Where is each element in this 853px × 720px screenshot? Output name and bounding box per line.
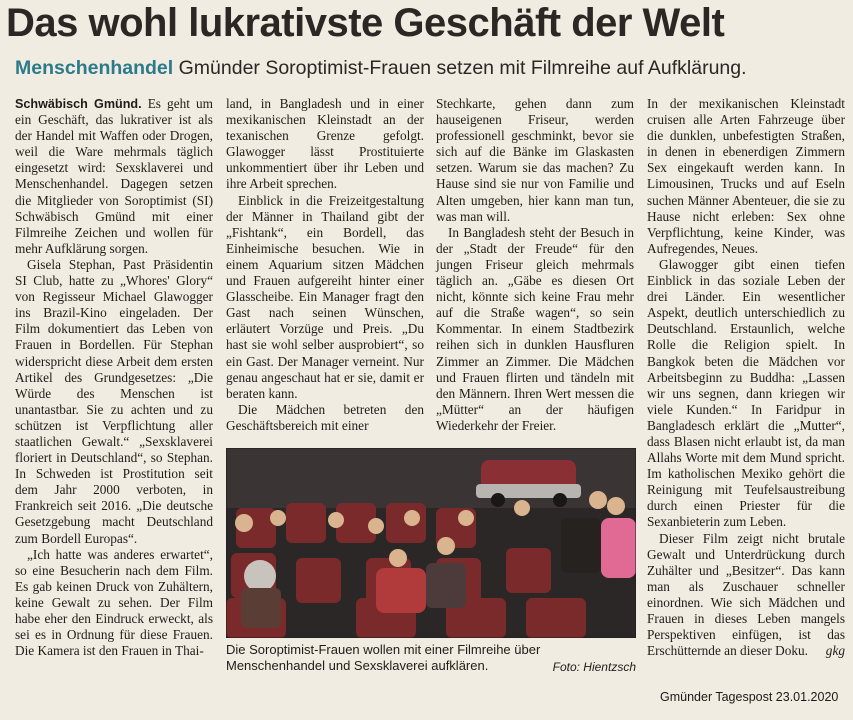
paragraph: Glawogger gibt einen tiefen Einblick in das soziale Leben der drei Länder. Ein wesentlicher Aspekt, deutlich unterschiedlich zu Deutschland. Erstaunlich, welche Rolle die Religion spielt. In Bangkok beten die Mädchen vor Arbeitsbeginn zu Buddha: „Lassen wir uns segnen, dann kriegen wir viele Kunden.“ In Faridpur in Bangladesch erklärt die „Mutter“, dass Blasen nicht erlaubt ist, da man Allahs Worte mit dem Mund spricht. Im katholischen Mexiko gehört die Reinigung mit Teufelsaustreibung durch einen Priester für die Sexanbieterin zum Leben. xyxy=(647,256,845,530)
paragraph xyxy=(15,96,213,257)
photo-credit: Foto: Hientzsch xyxy=(552,660,636,674)
subheadline: Gmünder Soroptimist-Frauen setzen mit Filmreihe auf Aufklärung. xyxy=(178,57,747,79)
paragraph: „Ich hatte was anderes erwartet“, so eine Besucherin nach dem Film. Es gab keinen Druck von Zuhältern, keine Gewalt zu sehen. Der Film habe eher den Eindruck erweckt, als sei es in Ordnung für diese Frauen. Die Kamera ist den Frauen in Thai- xyxy=(15,546,213,659)
dateline: Schwäbisch Gmünd. xyxy=(15,97,142,111)
paragraph: Einblick in die Freizeitgestaltung der Männer in Thailand gibt der „Fishtank“, ein Bordell, das Einheimische besuchen. Wie in einem Aquarium sitzen Mädchen und Frauen aufgereiht hinter einer Glasscheibe. Ein Manager fragt den Gast nach seinen Wünschen, erläutert Vorzüge und Preis. „Du hast sie wohl selber ausprobiert“, so ein Gast. Der Manager verneint. Nur genau angeschaut hat er sie, damit er beraten kann. xyxy=(226,192,424,401)
paragraph xyxy=(647,531,845,660)
kicker: Menschenhandel xyxy=(15,57,174,79)
cinema-audience-image xyxy=(226,448,636,638)
subheadline-line xyxy=(15,56,747,80)
article-column-2 xyxy=(226,96,424,436)
article-column-1 xyxy=(15,96,213,706)
photo-caption: Die Soroptimist-Frauen wollen mit einer Filmreihe über Menschenhandel und Sexsklaverei aufklären. xyxy=(226,642,541,673)
article-column-4 xyxy=(647,96,845,706)
paragraph: Gisela Stephan, Past Präsidentin SI Club, hatte zu „Whores' Glory“ von Regisseur Michael Glawogger ins Brazil-Kino eingeladen. Der Film dokumentiert das Leben von Frauen in Bordellen. Für Stephan widerspricht diese Arbeit dem ersten Artikel des Grundgesetzes: „Die Würde des Menschen ist unantastbar. Sie zu achten und zu schützen ist Verpflichtung aller staatlichen Gewalt.“ „Sexsklaverei floriert in Deutschland“, so Stephan. In Schweden ist Prostitution seit dem Jahr 2000 verboten, in Frankreich seit 2016. „Die deutsche Gesetzgebung macht Deutschland zum Bordell Europas“. xyxy=(15,256,213,546)
paragraph: In der mexikanischen Kleinstadt cruisen alle Arten Fahrzeuge über die dunklen, unbefestigten Straßen, in denen in ebenerdigen Zimmern Sex eingekauft werden kann. In Limousinen, Trucks und auf Eseln suchen Männer Abenteuer, die sie zu Hause nicht erleben: Sex ohne Verpflichtung, keine Kinder, was Aufregendes, Neues. xyxy=(647,96,845,256)
article-column-3 xyxy=(436,96,634,436)
paragraph: land, in Bangladesh und in einer mexikanischen Kleinstadt an der texanischen Grenze gefolgt. Glawogger lässt Prostituierte unkommentiert über ihr Leben und ihre Arbeit sprechen. xyxy=(226,96,424,192)
paragraph-text: Dieser Film zeigt nicht brutale Gewalt und Unterdrückung durch Zuhälter und „Besitzer“. Das kann man als Zuschauer schneller einordnen. Wie sich Mädchen und Frauen in dieses Leben mangels Perspektiven einfügen, ist das Erschütternde an dieser Doku. xyxy=(647,530,845,659)
paragraph: In Bangladesh steht der Besuch in der „Stadt der Freude“ für den jungen Friseur gleich mehrmals täglich an. „Gäbe es diesen Ort nicht, könnte sich keine Frau mehr auf die Straße wagen“, so sein Kommentar. In einem Stadtbezirk reihen sich in dunklen Hausfluren Zimmer an Zimmer. Die Mädchen und Frauen flirten und tändeln mit den Männern. Ihren Wert messen die „Mütter“ an der häufigen Wiederkehr der Freier. xyxy=(436,224,634,433)
paragraph-text: Es geht um ein Geschäft, das lukrativer ist als der Handel mit Waffen oder Drogen, weil die Ware mehrmals täglich eingesetzt wird: Sexsklaverei und Menschenhandel. Dagegen setzen die Mitglieder von Soroptimist (SI) Schwäbisch Gmünd mit einer Filmreihe Zeichen und wollen für mehr Aufklärung sorgen. xyxy=(15,96,214,256)
cinema-photo xyxy=(226,448,636,638)
gray-hair xyxy=(244,560,276,592)
paragraph: Die Mädchen betreten den Geschäftsbereich mit einer xyxy=(226,401,424,433)
author-initials: gkg xyxy=(825,643,845,659)
headline: Das wohl lukrativste Geschäft der Welt xyxy=(6,1,725,45)
source-label: Gmünder Tagespost 23.01.2020 xyxy=(660,690,839,704)
paragraph: Stechkarte, gehen dann zum hauseigenen Friseur, werden professionell geschminkt, bevor sie sich auf die Bänke im Glaskasten setzen. Warum sie das machen? Zu Hause sind sie nur von Familie und Alten umgeben, hier kann man tun, was man will. xyxy=(436,96,634,224)
